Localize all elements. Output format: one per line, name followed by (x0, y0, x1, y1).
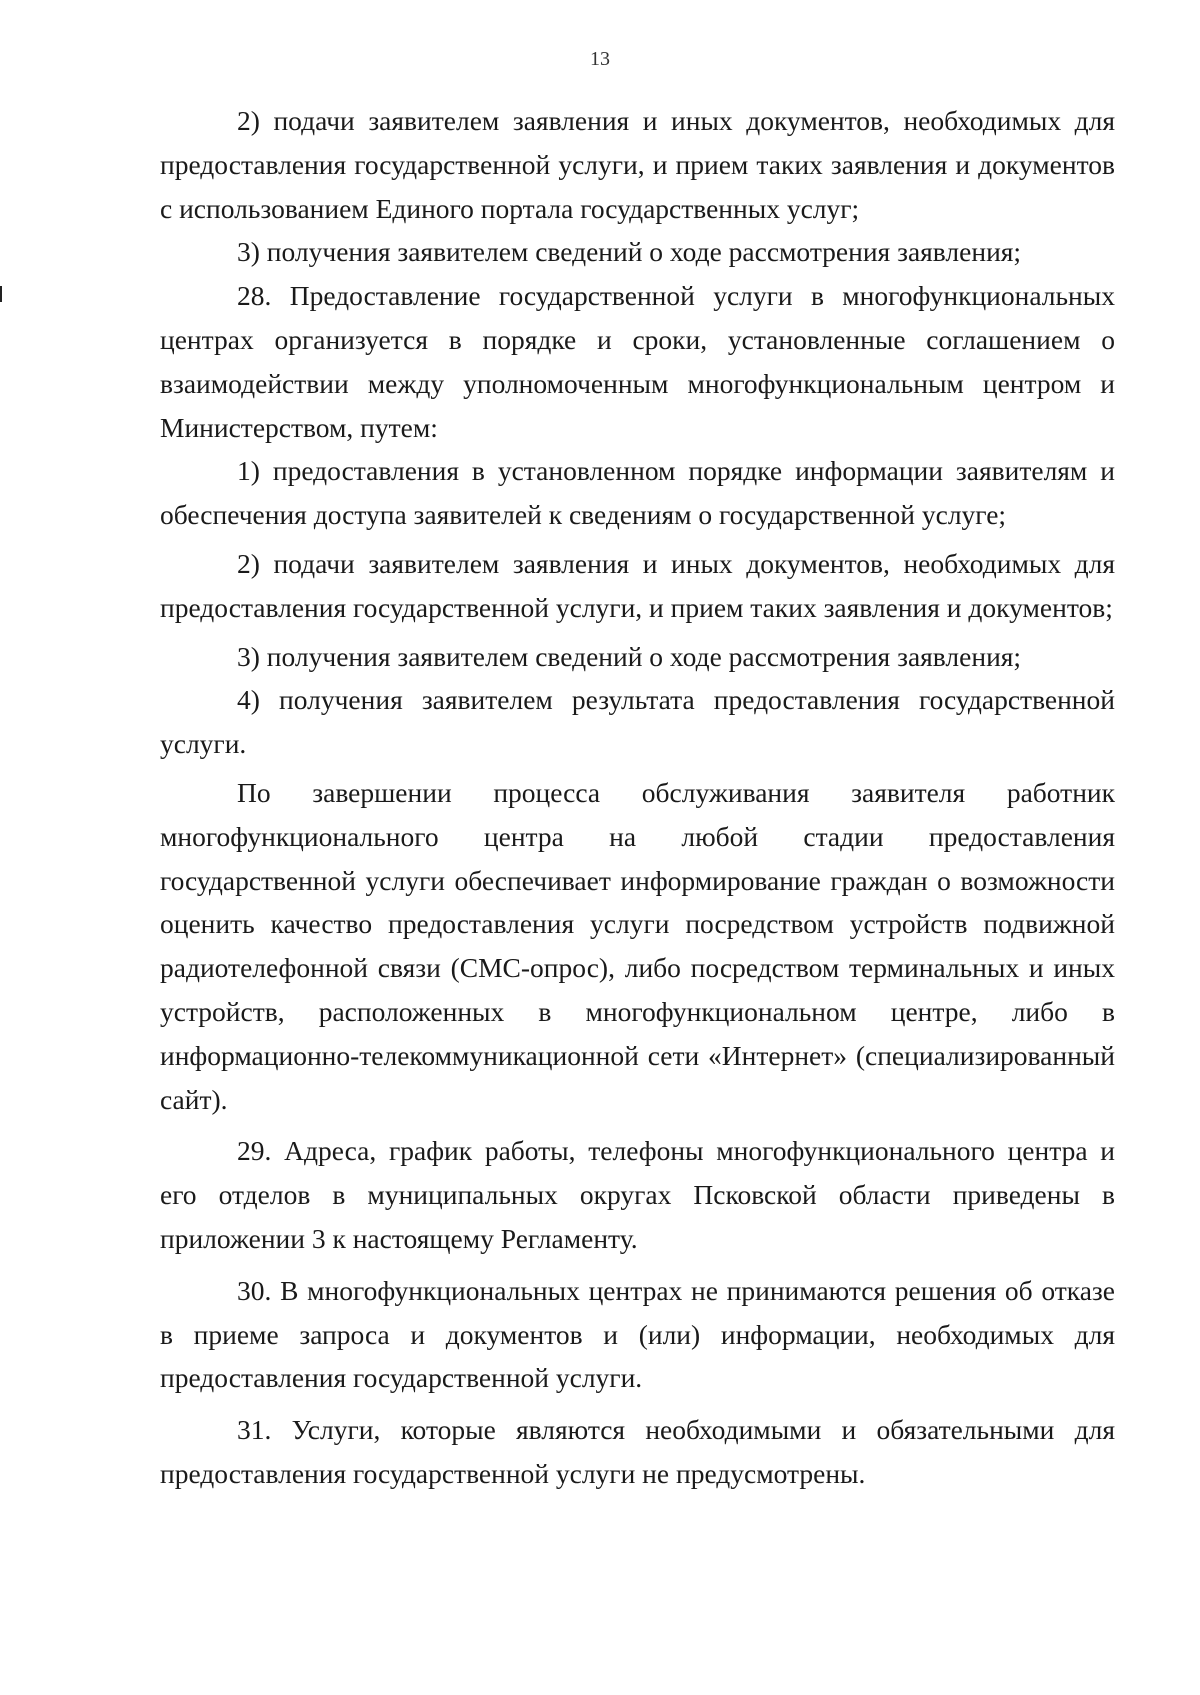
paragraph-item-1-mfc: 1) предоставления в установленном порядке информации заявителям и обеспечения доступа заявителей к сведениям о государственной услуге; (160, 455, 1115, 531)
scan-margin-mark (0, 286, 2, 302)
paragraph-mfc-feedback: По завершении процесса обслуживания заявителя работник многофункционального центра на любой стадии предоставления государственной услуги обеспечивает информирование граждан о возможности оценить качество предоставления услуги посредством устройств подвижной радиотелефонной связи (СМС-опрос), либо посредством терминальных и иных устройств, расположенных в многофункциональном центре, либо в информационно-телекоммуникационной сети «Интернет» (специализированный сайт). (160, 776, 1115, 1115)
paragraph-item-3-portal: 3) получения заявителем сведений о ходе рассмотрения заявления; (237, 236, 1022, 268)
page-number: 13 (590, 48, 610, 70)
paragraph-31: 31. Услуги, которые являются необходимыми и обязательными для предоставления государственной услуги не предусмотрены. (160, 1414, 1115, 1489)
paragraph-29: 29. Адреса, график работы, телефоны многофункционального центра и его отделов в муниципальных округах Псковской области приведены в приложении 3 к настоящему Регламенту. (160, 1135, 1115, 1254)
paragraph-item-2-mfc: 2) подачи заявителем заявления и иных документов, необходимых для предоставления государственной услуги, и прием таких заявления и документов; (160, 547, 1115, 623)
paragraph-28: 28. Предоставление государственной услуги в многофункциональных центрах организуется в порядке и сроки, установленные соглашением о взаимодействии между уполномоченным многофункциональным центром и Министерством, путем: (160, 280, 1115, 443)
paragraph-item-2-portal: 2) подачи заявителем заявления и иных документов, необходимых для предоставления государственной услуги, и прием таких заявления и документов с использованием Единого портала государственных услуг; (160, 105, 1115, 224)
paragraph-30: 30. В многофункциональных центрах не принимаются решения об отказе в приеме запроса и документов и (или) информации, необходимых для предоставления государственной услуги. (160, 1274, 1115, 1394)
document-body (160, 99, 1115, 1496)
paragraph-item-3-mfc: 3) получения заявителем сведений о ходе рассмотрения заявления; (237, 640, 1022, 672)
paragraph-item-4-mfc: 4) получения заявителем результата предоставления государственной услуги. (160, 684, 1115, 760)
